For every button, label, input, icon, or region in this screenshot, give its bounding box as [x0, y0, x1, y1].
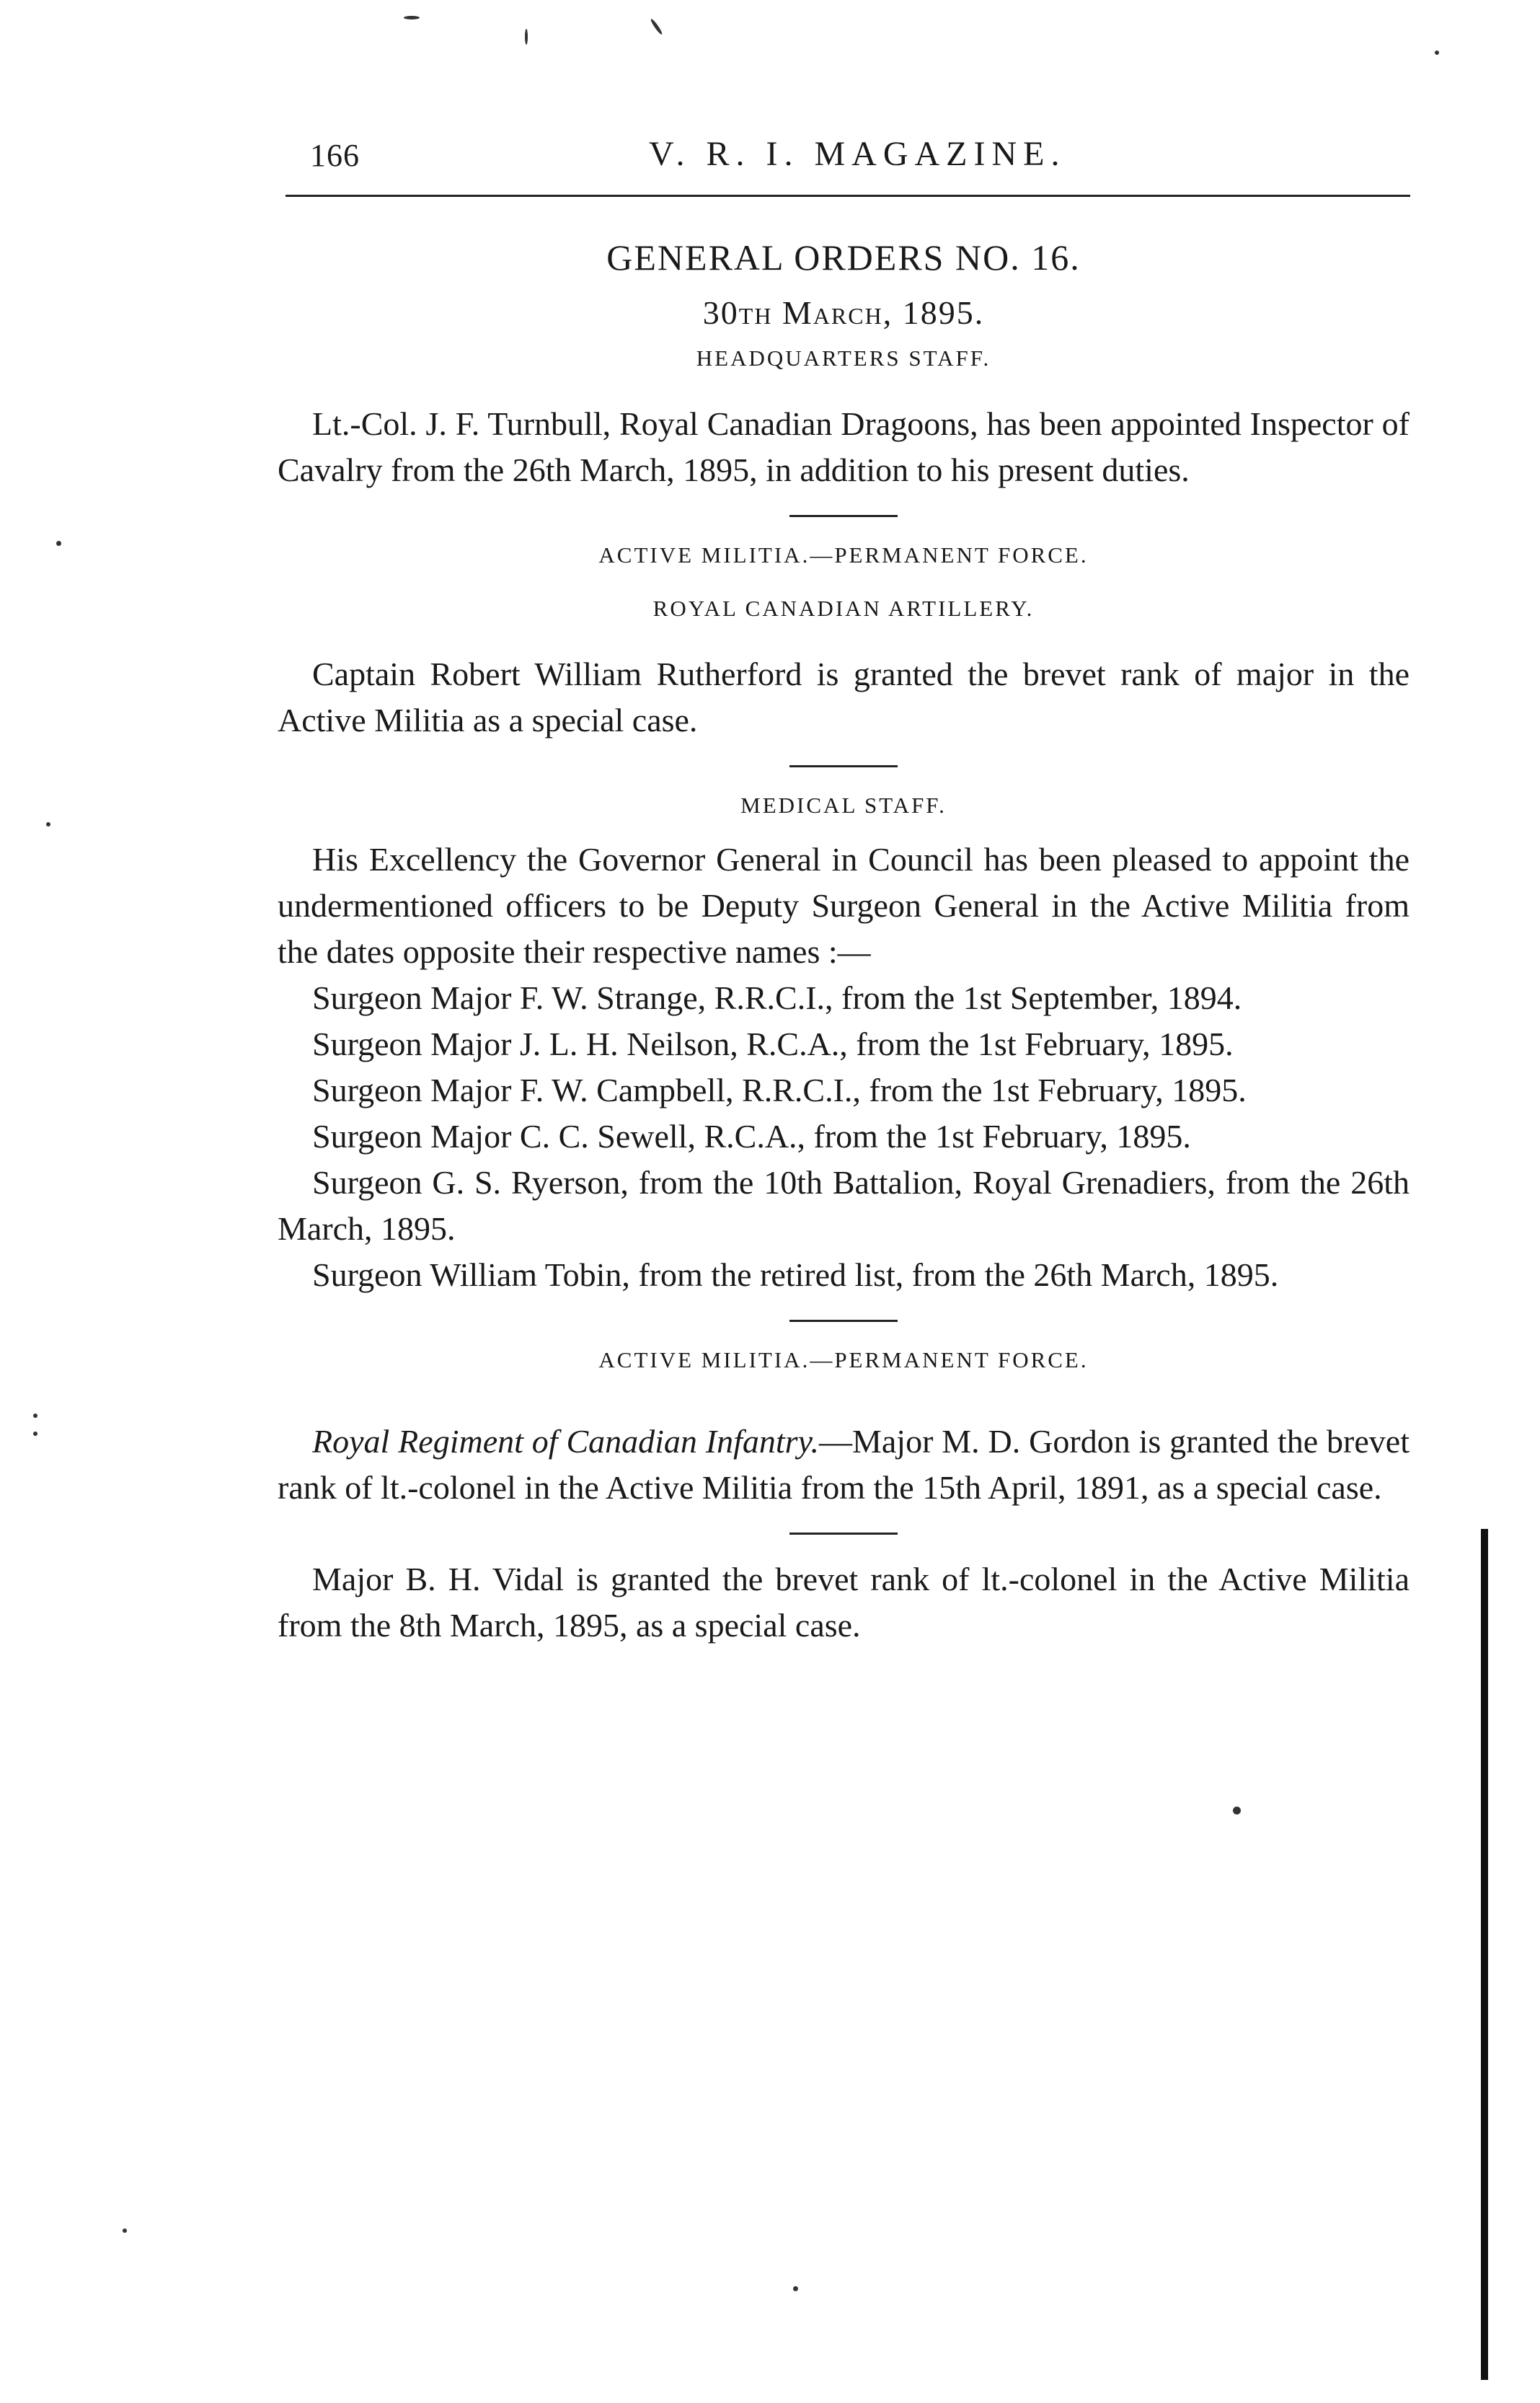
section-heading-artillery: ROYAL CANADIAN ARTILLERY. — [652, 596, 1035, 621]
infantry-paragraph — [278, 1419, 1410, 1511]
section-divider — [789, 1320, 898, 1322]
infantry-text: —Major M. D. Gordon is granted the brevet rank of lt.-colonel in the Active Militia from the 15th April, 1891, as a special case. — [278, 1423, 1410, 1506]
scan-speck — [56, 541, 61, 546]
scan-speck — [1435, 50, 1439, 55]
scan-edge-shadow — [1481, 1529, 1488, 2380]
page-number: 166 — [310, 138, 360, 173]
section-divider — [789, 515, 898, 517]
section-heading-hq: HEADQUARTERS STAFF. — [696, 345, 991, 371]
orders-date: 30th March, 1895. — [702, 294, 985, 331]
medical-list-item: Surgeon G. S. Ryerson, from the 10th Battalion, Royal Grenadiers, from the 26th March, 1895. — [278, 1164, 1410, 1247]
scan-speck — [650, 18, 663, 35]
text-column — [278, 225, 1410, 1649]
medical-list-item: Surgeon Major C. C. Sewell, R.C.A., from the 1st February, 1895. — [312, 1118, 1191, 1155]
scan-speck — [793, 2286, 798, 2291]
scan-speck — [123, 2228, 127, 2233]
orders-title: GENERAL ORDERS NO. 16. — [606, 237, 1081, 278]
medical-list-item: Surgeon William Tobin, from the retired list, from the 26th March, 1895. — [312, 1256, 1279, 1293]
scan-speck — [33, 1432, 37, 1436]
artillery-paragraph: Captain Robert William Rutherford is granted the brevet rank of major in the Active Militia as a special case. — [278, 656, 1410, 738]
section-heading-militia: ACTIVE MILITIA.—PERMANENT FORCE. — [598, 542, 1089, 568]
vidal-paragraph: Major B. H. Vidal is granted the brevet rank of lt.-colonel in the Active Militia from the 8th March, 1895, as a special case. — [278, 1561, 1410, 1644]
running-header — [288, 137, 1410, 188]
medical-list-item: Surgeon Major F. W. Strange, R.R.C.I., from the 1st September, 1894. — [312, 979, 1242, 1016]
scan-speck — [404, 16, 420, 19]
section-divider — [789, 765, 898, 767]
section-heading-medical: MEDICAL STAFF. — [740, 793, 947, 818]
scan-speck — [525, 29, 528, 45]
regiment-name: Royal Regiment of Canadian Infantry. — [312, 1423, 819, 1460]
scan-speck — [33, 1414, 37, 1418]
scan-speck — [1233, 1807, 1241, 1815]
hq-paragraph: Lt.-Col. J. F. Turnbull, Royal Canadian Dragoons, has been appointed Inspector of Cavalry from the 26th March, 1895, in addition to his present duties. — [278, 405, 1410, 488]
section-heading-militia: ACTIVE MILITIA.—PERMANENT FORCE. — [598, 1347, 1089, 1372]
medical-intro-paragraph: His Excellency the Governor General in Council has been pleased to appoint the undermentioned officers to be Deputy Surgeon General in the Active Militia from the dates opposite their respective names :— — [278, 841, 1410, 970]
scan-speck — [46, 822, 50, 826]
magazine-title: V. R. I. MAGAZINE. — [649, 135, 1066, 173]
medical-list-item: Surgeon Major F. W. Campbell, R.R.C.I., from the 1st February, 1895. — [312, 1072, 1247, 1108]
header-rule — [286, 195, 1410, 197]
medical-list-item: Surgeon Major J. L. H. Neilson, R.C.A., from the 1st February, 1895. — [312, 1026, 1234, 1062]
section-divider — [789, 1533, 898, 1535]
